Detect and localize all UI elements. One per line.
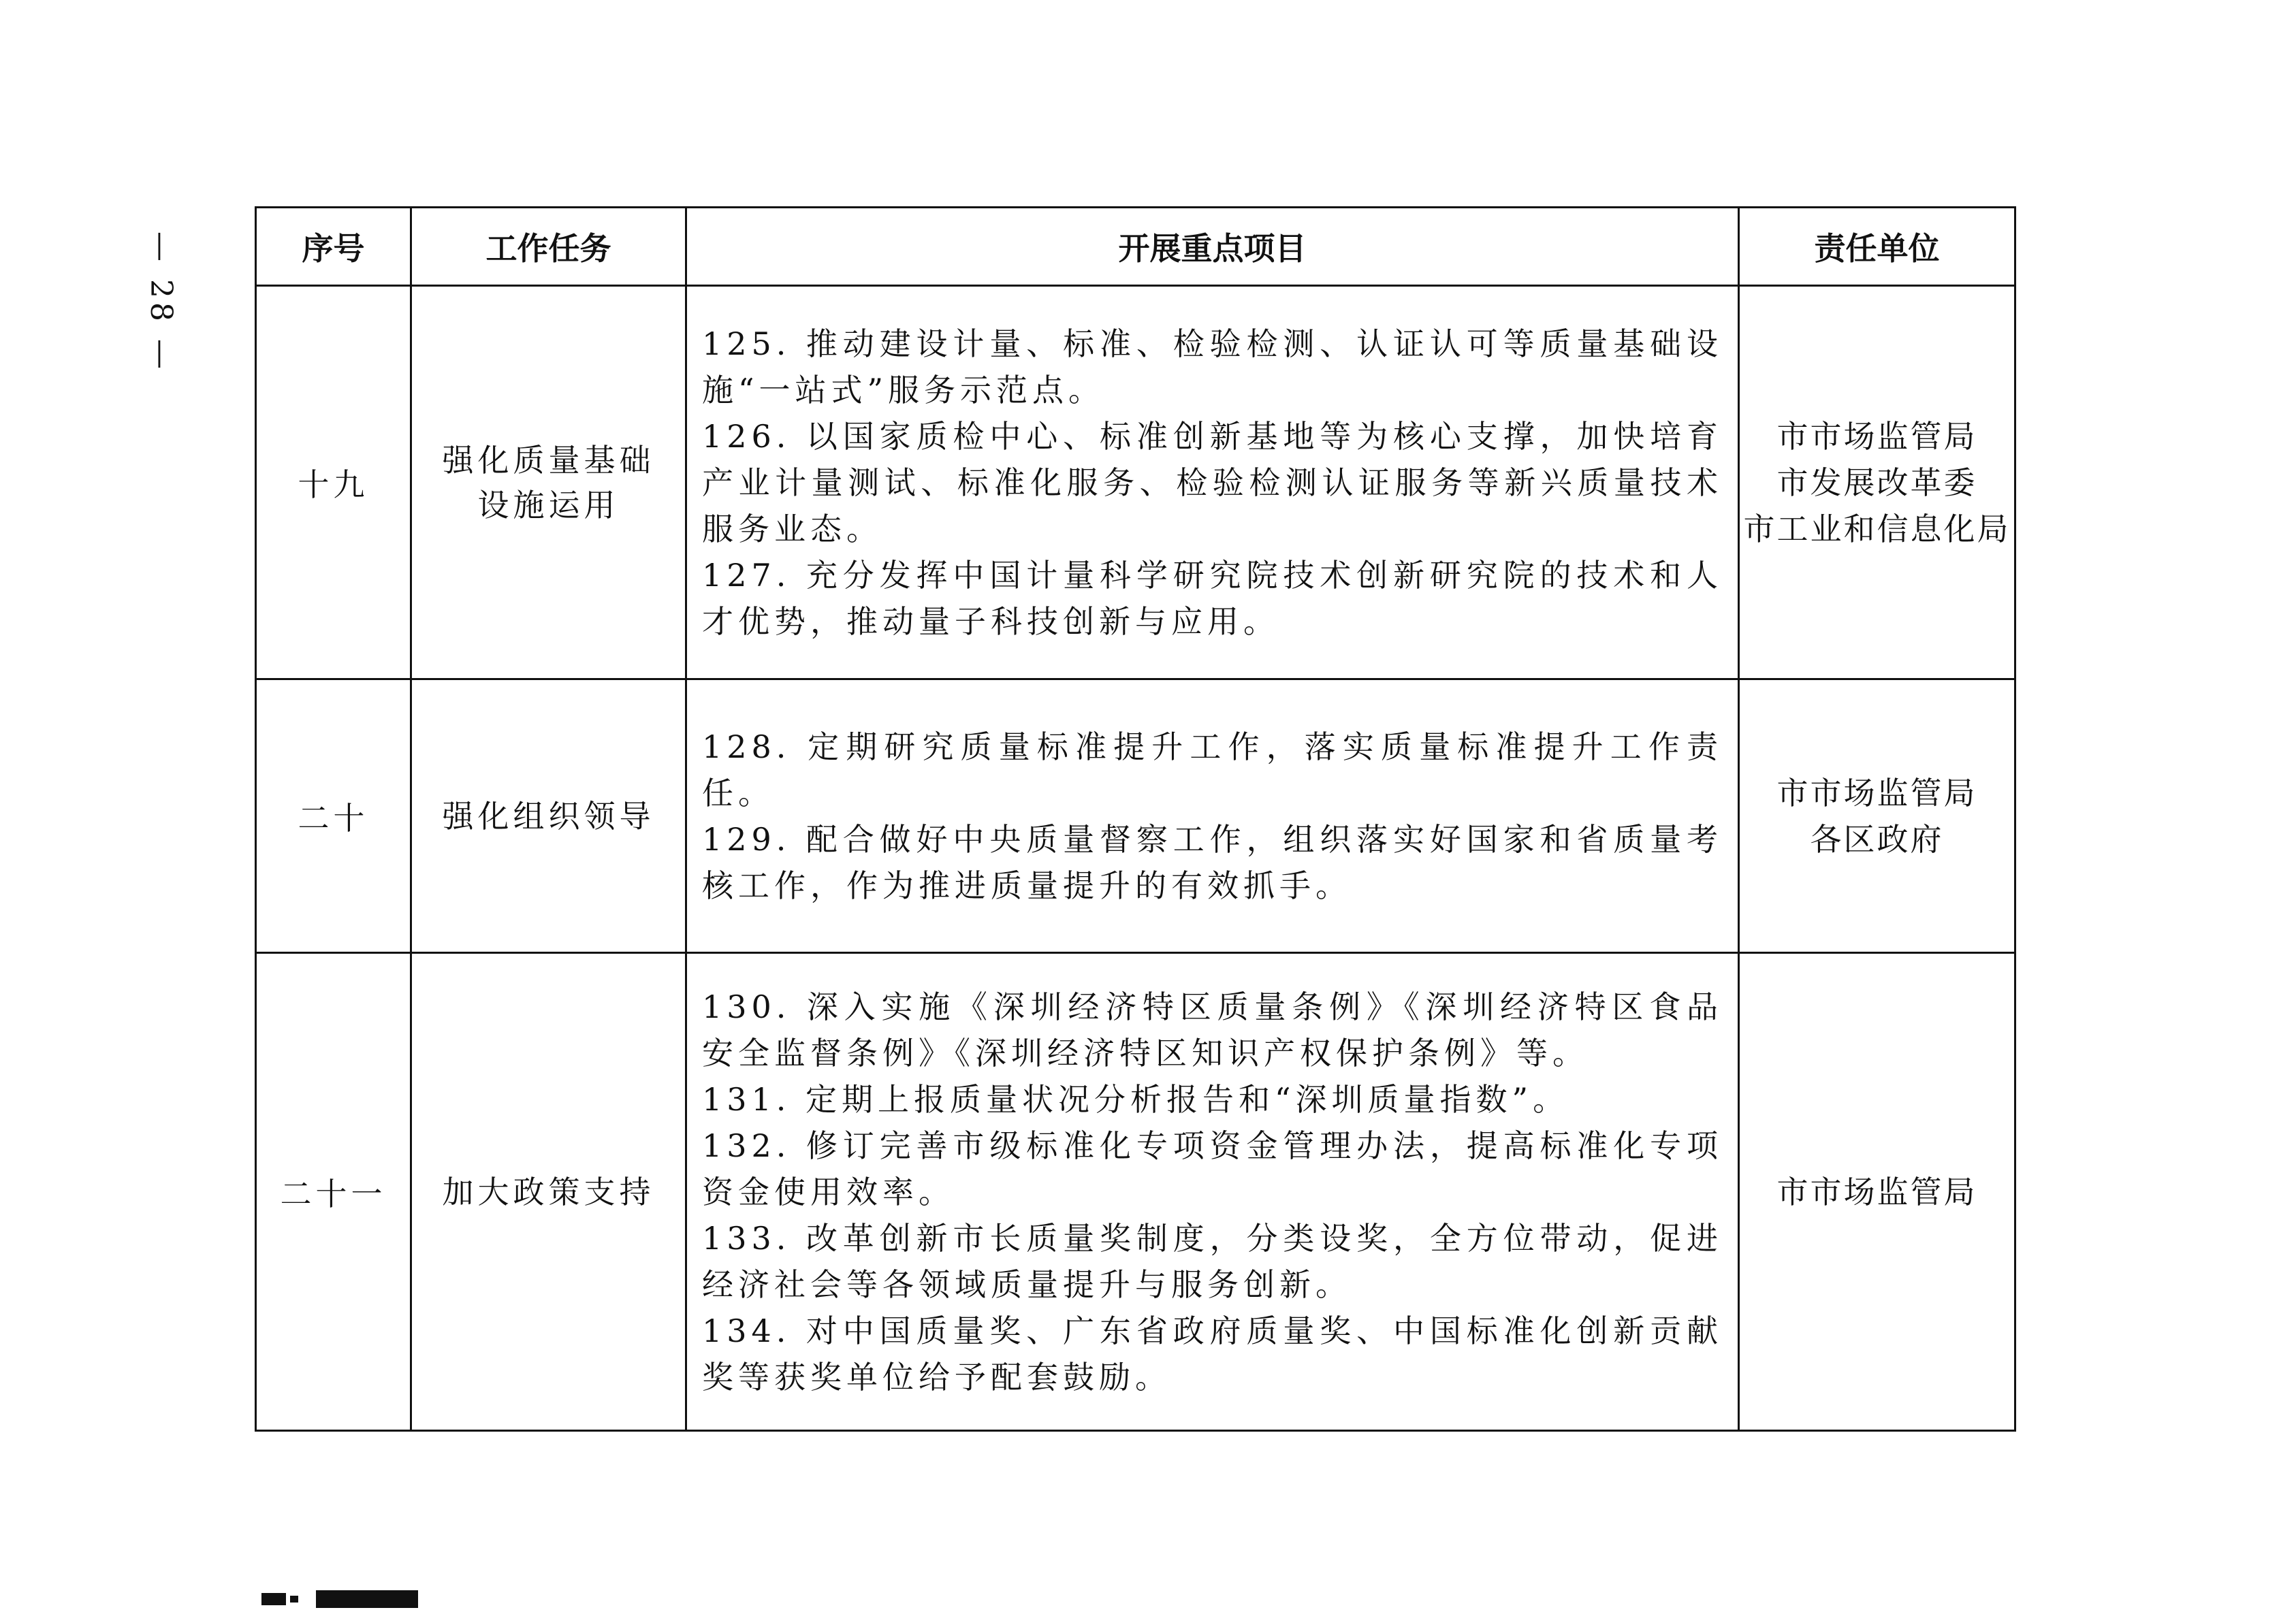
row-seq: 二十一 [256,953,411,1431]
header-projects: 开展重点项目 [686,208,1739,286]
unit-name: 市发展改革委 [1776,464,1977,501]
header-seq: 序号 [256,208,411,286]
unit-name: 各区政府 [1810,820,1944,858]
project-item: 133. 改革创新市长质量奖制度，分类设奖，全方位带动，促进经济社会等各领域质量提升与服务创新。 [702,1219,1723,1303]
header-task: 工作任务 [411,208,686,286]
scan-artifact-mark [261,1586,425,1610]
table-row [256,953,2015,1431]
row-projects [686,953,1739,1431]
project-item: 131. 定期上报质量状况分析报告和“深圳质量指数”。 [702,1080,1569,1118]
row-units [1739,953,2015,1431]
project-item: 126. 以国家质检中心、标准创新基地等为核心支撑，加快培育产业计量测试、标准化服务、检验检测认证服务等新兴质量技术服务业态。 [702,417,1723,547]
row-task [411,953,686,1431]
row-projects [686,286,1739,679]
project-item: 129. 配合做好中央质量督察工作，组织落实好国家和省质量考核工作，作为推进质量提升的有效抓手。 [702,820,1723,904]
table-header-row [256,208,2015,286]
project-item: 132. 修订完善市级标准化专项资金管理办法，提高标准化专项资金使用效率。 [702,1127,1723,1210]
task-line: 强化组织领导 [442,797,655,835]
row-seq: 二十 [256,679,411,953]
row-task [411,286,686,679]
row-task [411,679,686,953]
table-row [256,679,2015,953]
task-line: 设施运用 [477,486,620,524]
page-number: — 28 — [144,231,178,373]
unit-name: 市市场监管局 [1776,1173,1977,1210]
project-item: 128. 定期研究质量标准提升工作，落实质量标准提升工作责任。 [702,728,1723,811]
row-seq: 十九 [256,286,411,679]
unit-name: 市市场监管局 [1776,417,1977,455]
project-item: 130. 深入实施《深圳经济特区质量条例》《深圳经济特区食品安全监督条例》《深圳经济特区知识产权保护条例》等。 [702,988,1723,1072]
project-item: 127. 充分发挥中国计量科学研究院技术创新研究院的技术和人才优势，推动量子科技创新与应用。 [702,556,1723,640]
unit-name: 市工业和信息化局 [1743,510,2011,547]
row-units [1739,286,2015,679]
task-line: 加大政策支持 [442,1173,655,1210]
unit-name: 市市场监管局 [1776,774,1977,811]
task-table [255,206,2016,1432]
project-item: 125. 推动建设计量、标准、检验检测、认证认可等质量基础设施“一站式”服务示范点。 [702,325,1723,408]
project-item: 134. 对中国质量奖、广东省政府质量奖、中国标准化创新贡献奖等获奖单位给予配套鼓励。 [702,1312,1723,1396]
header-units: 责任单位 [1739,208,2015,286]
row-units [1739,679,2015,953]
task-line: 强化质量基础 [442,441,655,479]
row-projects [686,679,1739,953]
table-row [256,286,2015,679]
